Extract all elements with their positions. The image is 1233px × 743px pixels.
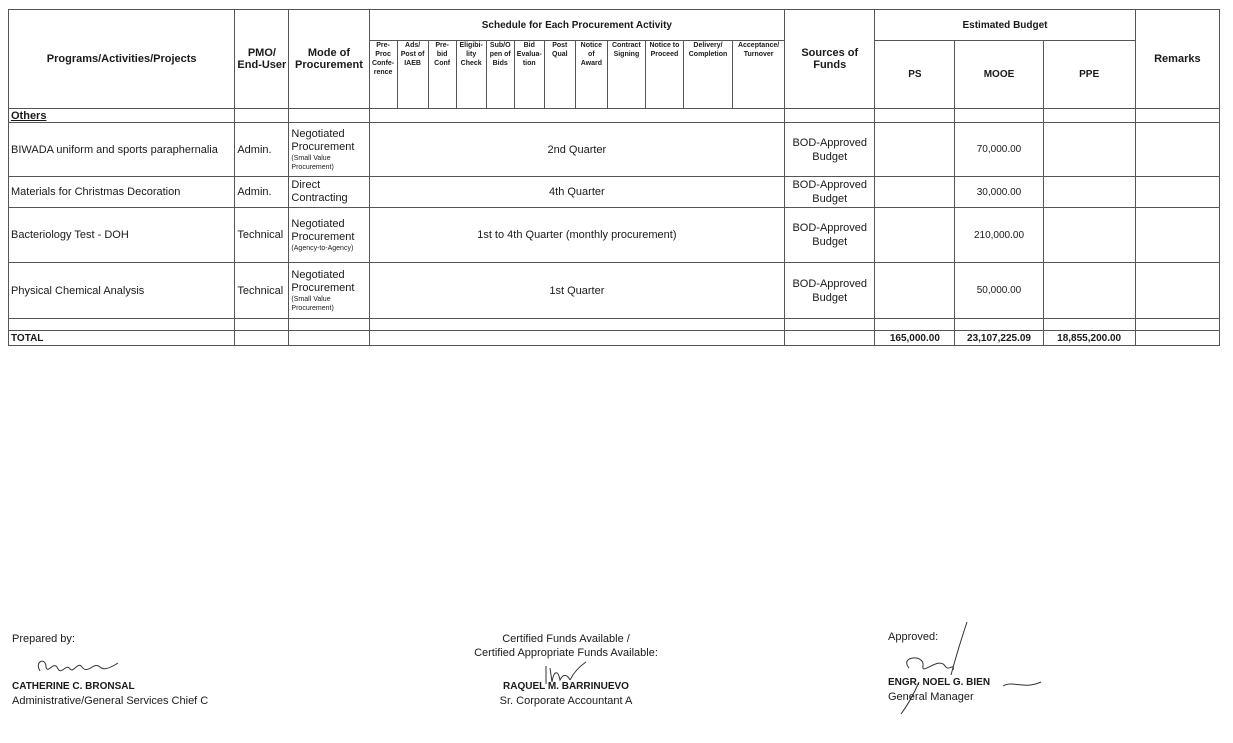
mode-note: (Small Value Procurement) xyxy=(291,295,334,312)
row-ppe xyxy=(1043,263,1135,319)
header-sched-col: Acceptance/ Turnover xyxy=(733,41,785,109)
mode-label: Direct Contracting xyxy=(291,179,348,204)
row-schedule: 2nd Quarter xyxy=(369,123,785,177)
mode-note: (Agency-to-Agency) xyxy=(291,244,354,252)
procurement-plan-table xyxy=(8,9,1220,346)
row-name: Materials for Christmas Decoration xyxy=(9,177,235,208)
header-sched-col: Post Qual xyxy=(544,41,575,109)
total-mooe: 23,107,225.09 xyxy=(955,331,1043,346)
row-sources: BOD-Approved Budget xyxy=(785,177,875,208)
table-row xyxy=(9,177,1220,208)
total-label: TOTAL xyxy=(9,331,235,346)
header-sched-col: Pre-bid Conf xyxy=(428,41,456,109)
header-sched-col: Sub/O pen of Bids xyxy=(486,41,514,109)
row-pmo: Admin. xyxy=(235,123,289,177)
row-mooe: 210,000.00 xyxy=(955,208,1043,263)
row-sources: BOD-Approved Budget xyxy=(785,208,875,263)
mode-label: Negotiated Procurement xyxy=(291,127,355,153)
prepared-caption: Prepared by: xyxy=(12,633,75,645)
header-ppe: PPE xyxy=(1043,41,1135,109)
header-row-1 xyxy=(9,10,1220,41)
header-mooe: MOOE xyxy=(955,41,1043,109)
header-sched-col: Delivery/ Completion xyxy=(683,41,732,109)
prepared-title: Administrative/General Services Chief C xyxy=(12,695,209,707)
row-sources: BOD-Approved Budget xyxy=(785,263,875,319)
total-ppe: 18,855,200.00 xyxy=(1043,331,1135,346)
certified-caption-1: Certified Funds Available / xyxy=(502,633,630,645)
header-ps: PS xyxy=(875,41,955,109)
header-mode: Mode of Procurement xyxy=(289,10,369,109)
row-name: Physical Chemical Analysis xyxy=(9,263,235,319)
header-remarks: Remarks xyxy=(1135,10,1219,109)
header-schedule: Schedule for Each Procurement Activity xyxy=(369,10,785,41)
header-pmo: PMO/ End-User xyxy=(235,10,289,109)
header-sources: Sources of Funds xyxy=(785,10,875,109)
row-mode xyxy=(289,123,369,177)
row-mode xyxy=(289,208,369,263)
header-programs: Programs/Activities/Projects xyxy=(9,10,235,109)
header-sched-col: Contract Signing xyxy=(607,41,645,109)
row-mode xyxy=(289,263,369,319)
row-ppe xyxy=(1043,123,1135,177)
row-name: BIWADA uniform and sports paraphernalia xyxy=(9,123,235,177)
row-ps xyxy=(875,263,955,319)
certified-title: Sr. Corporate Accountant A xyxy=(499,695,633,707)
approved-details xyxy=(888,676,990,704)
row-mooe: 50,000.00 xyxy=(955,263,1043,319)
row-remarks xyxy=(1135,177,1219,208)
mode-note: (Small Value Procurement) xyxy=(291,154,334,171)
prepared-signature-icon xyxy=(32,655,122,681)
certified-caption-2: Certified Appropriate Funds Available: xyxy=(474,647,658,659)
header-estimated-budget: Estimated Budget xyxy=(875,10,1135,41)
section-row xyxy=(9,109,1220,123)
mode-label: Negotiated Procurement xyxy=(291,268,355,294)
row-name: Bacteriology Test - DOH xyxy=(9,208,235,263)
approved-name: ENGR. NOEL G. BIEN xyxy=(888,677,991,688)
header-sched-col: Eligibi-lity Check xyxy=(456,41,486,109)
row-mode xyxy=(289,177,369,208)
row-ps xyxy=(875,177,955,208)
row-schedule: 4th Quarter xyxy=(369,177,785,208)
row-ps xyxy=(875,208,955,263)
row-remarks xyxy=(1135,263,1219,319)
row-remarks xyxy=(1135,208,1219,263)
row-schedule: 1st to 4th Quarter (monthly procurement) xyxy=(369,208,785,263)
certified-name: RAQUEL M. BARRINUEVO xyxy=(503,681,629,692)
row-sources: BOD-Approved Budget xyxy=(785,123,875,177)
row-ppe xyxy=(1043,208,1135,263)
row-pmo: Technical xyxy=(235,263,289,319)
prepared-details xyxy=(12,680,208,708)
header-sched-col: Ads/ Post of IAEB xyxy=(397,41,428,109)
row-mooe: 30,000.00 xyxy=(955,177,1043,208)
header-sched-col: Notice of Award xyxy=(575,41,607,109)
certified-details xyxy=(466,680,666,708)
table-row xyxy=(9,263,1220,319)
table-row xyxy=(9,208,1220,263)
row-pmo: Technical xyxy=(235,208,289,263)
approved-title: General Manager xyxy=(888,691,974,703)
row-schedule: 1st Quarter xyxy=(369,263,785,319)
certified-block xyxy=(466,632,666,660)
total-ps: 165,000.00 xyxy=(875,331,955,346)
header-sched-col: Bid Evalua-tion xyxy=(514,41,544,109)
spacer-row xyxy=(9,319,1220,331)
row-ppe xyxy=(1043,177,1135,208)
table-row xyxy=(9,123,1220,177)
section-label: Others xyxy=(9,109,235,123)
total-row xyxy=(9,331,1220,346)
prepared-name: CATHERINE C. BRONSAL xyxy=(12,681,135,692)
row-ps xyxy=(875,123,955,177)
header-sched-col: Notice to Proceed xyxy=(645,41,683,109)
prepared-by-block xyxy=(12,632,75,646)
approved-caption: Approved: xyxy=(888,631,939,643)
header-sched-col: Pre-Proc Confe-rence xyxy=(369,41,397,109)
row-pmo: Admin. xyxy=(235,177,289,208)
row-mooe: 70,000.00 xyxy=(955,123,1043,177)
mode-label: Negotiated Procurement xyxy=(291,217,355,243)
row-remarks xyxy=(1135,123,1219,177)
